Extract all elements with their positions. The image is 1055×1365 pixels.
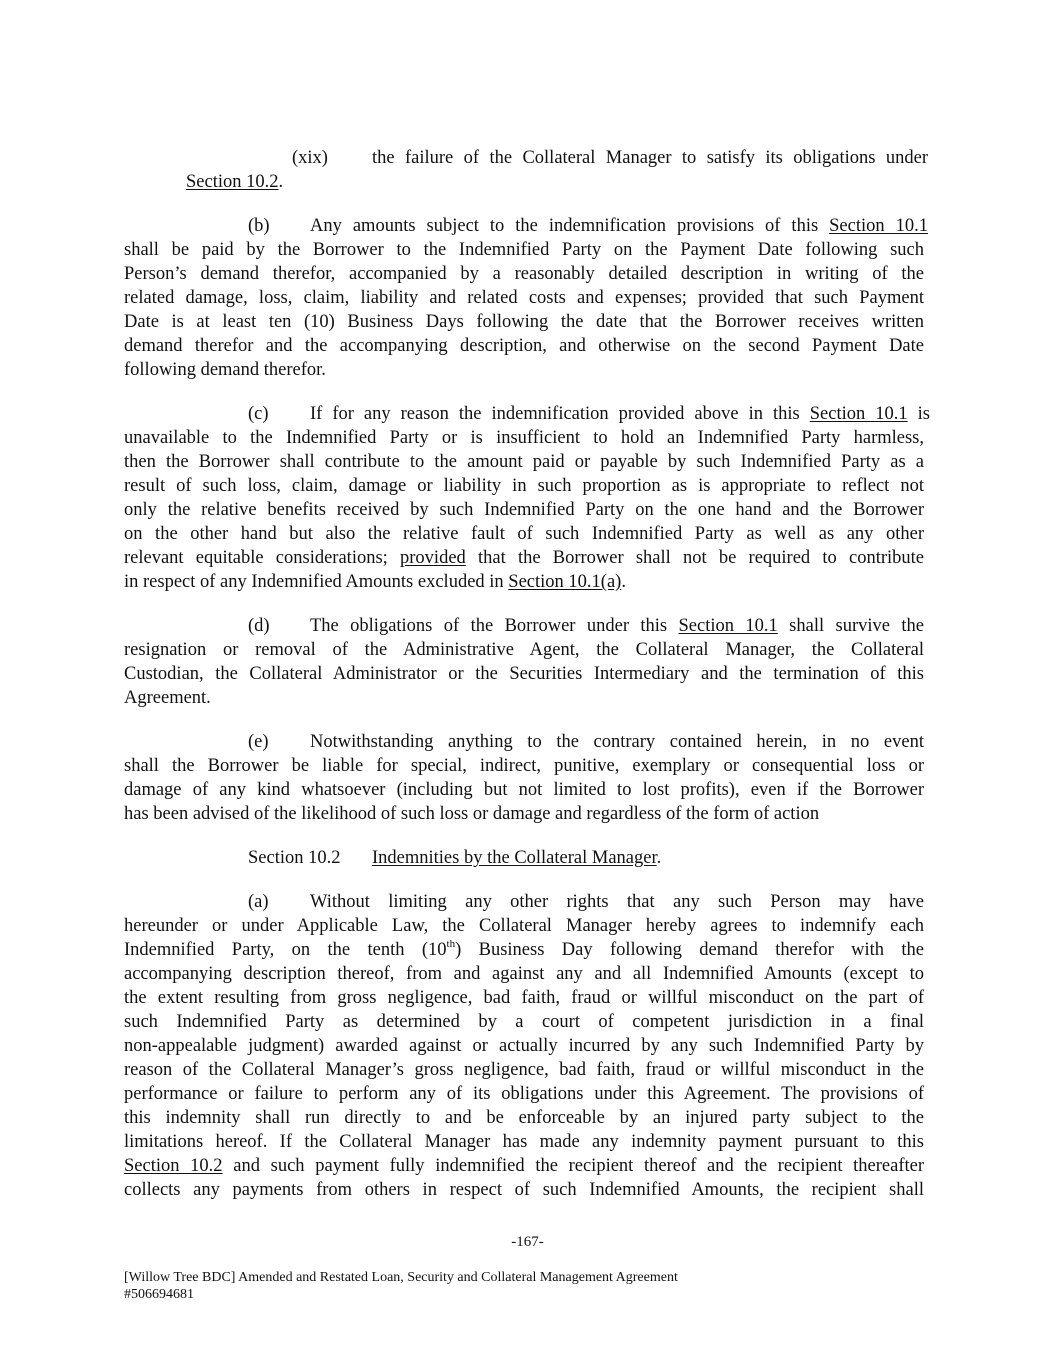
clause-c-line-1: If for any reason the indemnification provided above in this Section 10.1 is xyxy=(310,404,930,424)
section-10-1-ref: Section 10.1 xyxy=(829,216,928,236)
section-10-1-ref: Section 10.1 xyxy=(809,404,908,424)
clause-c-line-2: unavailable to the Indemnified Party or is insufficient to hold an Indemnified Party harmless, xyxy=(124,428,924,448)
clause-10-2-a-line-4: accompanying description thereof, from and against any and all Indemnified Amounts (except to xyxy=(124,964,924,984)
clause-10-2-a-line-3: Indemnified Party, on the tenth (10th) Business Day following demand therefor with the xyxy=(124,937,925,960)
clause-b-line-4: related damage, loss, claim, liability and related costs and expenses; provided that such Payment xyxy=(124,288,924,308)
clause-b-line-5: Date is at least ten (10) Business Days following the date that the Borrower receives written xyxy=(124,312,924,332)
clause-d-label: (d) xyxy=(248,616,270,636)
clause-xix-text: the failure of the Collateral Manager to satisfy its obligations under xyxy=(372,148,928,168)
clause-10-2-a-line-9: performance or failure to perform any of its obligations under this Agreement. The provisions of xyxy=(124,1084,924,1104)
section-10-2-title: Indemnities by the Collateral Manager xyxy=(372,848,657,868)
clause-c-label: (c) xyxy=(248,404,269,424)
clause-10-2-a-line-13: collects any payments from others in respect of such Indemnified Amounts, the recipient shall xyxy=(124,1180,924,1200)
section-10-1a-ref: Section 10.1(a) xyxy=(508,572,622,592)
clause-10-2-a-label: (a) xyxy=(248,892,269,912)
clause-c-line-3: then the Borrower shall contribute to the amount paid or payable by such Indemnified Party as a xyxy=(124,452,924,472)
footer-document-title: [Willow Tree BDC] Amended and Restated Loan, Security and Collateral Management Agreement xyxy=(124,1270,678,1285)
clause-e-line-1: Notwithstanding anything to the contrary contained herein, in no event xyxy=(310,732,924,752)
clause-b-line-7: following demand therefor. xyxy=(124,360,326,380)
section-10-1-ref: Section 10.1 xyxy=(678,616,778,636)
clause-10-2-a-line-10: this indemnity shall run directly to and be enforceable by an injured party subject to the xyxy=(124,1108,924,1128)
section-10-2-ref: Section 10.2 xyxy=(124,1156,223,1176)
provided-term: provided xyxy=(400,548,466,568)
clause-10-2-a-line-6: such Indemnified Party as determined by a court of competent jurisdiction in a final xyxy=(124,1012,924,1032)
clause-c-line-8: in respect of any Indemnified Amounts excluded in Section 10.1(a). xyxy=(124,572,626,592)
clause-e-line-4: has been advised of the likelihood of such loss or damage and regardless of the form of action xyxy=(124,804,820,824)
section-10-2-ref: Section 10.2 xyxy=(186,172,279,192)
clause-10-2-a-line-5: the extent resulting from gross negligence, bad faith, fraud or willful misconduct on the part of xyxy=(124,988,924,1008)
clause-10-2-a-line-12: Section 10.2 and such payment fully indemnified the recipient thereof and the recipient thereafter xyxy=(124,1156,924,1176)
clause-c-line-6: on the other hand but also the relative fault of such Indemnified Party as well as any other xyxy=(124,524,924,544)
clause-xix-ref-line: Section 10.2. xyxy=(186,172,284,192)
page-number: -167- xyxy=(511,1234,544,1250)
clause-b-label: (b) xyxy=(248,216,270,236)
clause-c-line-5: only the relative benefits received by such Indemnified Party on the one hand and the Borrower xyxy=(124,500,924,520)
clause-xix-label: (xix) xyxy=(292,148,328,168)
clause-c-line-7: relevant equitable considerations; provided that the Borrower shall not be required to contribute xyxy=(124,548,924,568)
clause-d-line-2: resignation or removal of the Administrative Agent, the Collateral Manager, the Collateral xyxy=(124,640,924,660)
clause-10-2-a-line-7: non-appealable judgment) awarded against or actually incurred by any such Indemnified Party by xyxy=(124,1036,924,1056)
clause-b-line-6: demand therefor and the accompanying description, and otherwise on the second Payment Date xyxy=(124,336,924,356)
clause-10-2-a-line-8: reason of the Collateral Manager’s gross negligence, bad faith, fraud or willful misconduct in the xyxy=(124,1060,924,1080)
clause-10-2-a-line-1: Without limiting any other rights that any such Person may have xyxy=(310,892,924,912)
clause-b-line-1: Any amounts subject to the indemnification provisions of this Section 10.1 xyxy=(310,216,928,236)
clause-d-line-3: Custodian, the Collateral Administrator or the Securities Intermediary and the termination of this xyxy=(124,664,924,684)
clause-b-line-2: shall be paid by the Borrower to the Indemnified Party on the Payment Date following such xyxy=(124,240,924,260)
clause-d-line-4: Agreement. xyxy=(124,688,211,708)
clause-b-line-3: Person’s demand therefor, accompanied by a reasonably detailed description in writing of the xyxy=(124,264,924,284)
footer-document-id: #506694681 xyxy=(124,1287,194,1302)
section-10-2-number: Section 10.2 xyxy=(248,848,341,868)
clause-e-label: (e) xyxy=(248,732,269,752)
clause-e-line-2: shall the Borrower be liable for special, indirect, punitive, exemplary or consequential loss or xyxy=(124,756,924,776)
section-10-2-heading: Indemnities by the Collateral Manager. xyxy=(372,848,662,868)
clause-10-2-a-line-11: limitations hereof. If the Collateral Manager has made any indemnity payment pursuant to this xyxy=(124,1132,924,1152)
clause-10-2-a-line-2: hereunder or under Applicable Law, the Collateral Manager hereby agrees to indemnify each xyxy=(124,916,924,936)
clause-e-line-3: damage of any kind whatsoever (including but not limited to lost profits), even if the Borrower xyxy=(124,780,924,800)
clause-d-line-1: The obligations of the Borrower under this Section 10.1 shall survive the xyxy=(310,616,924,636)
clause-c-line-4: result of such loss, claim, damage or liability in such proportion as is appropriate to reflect not xyxy=(124,476,924,496)
